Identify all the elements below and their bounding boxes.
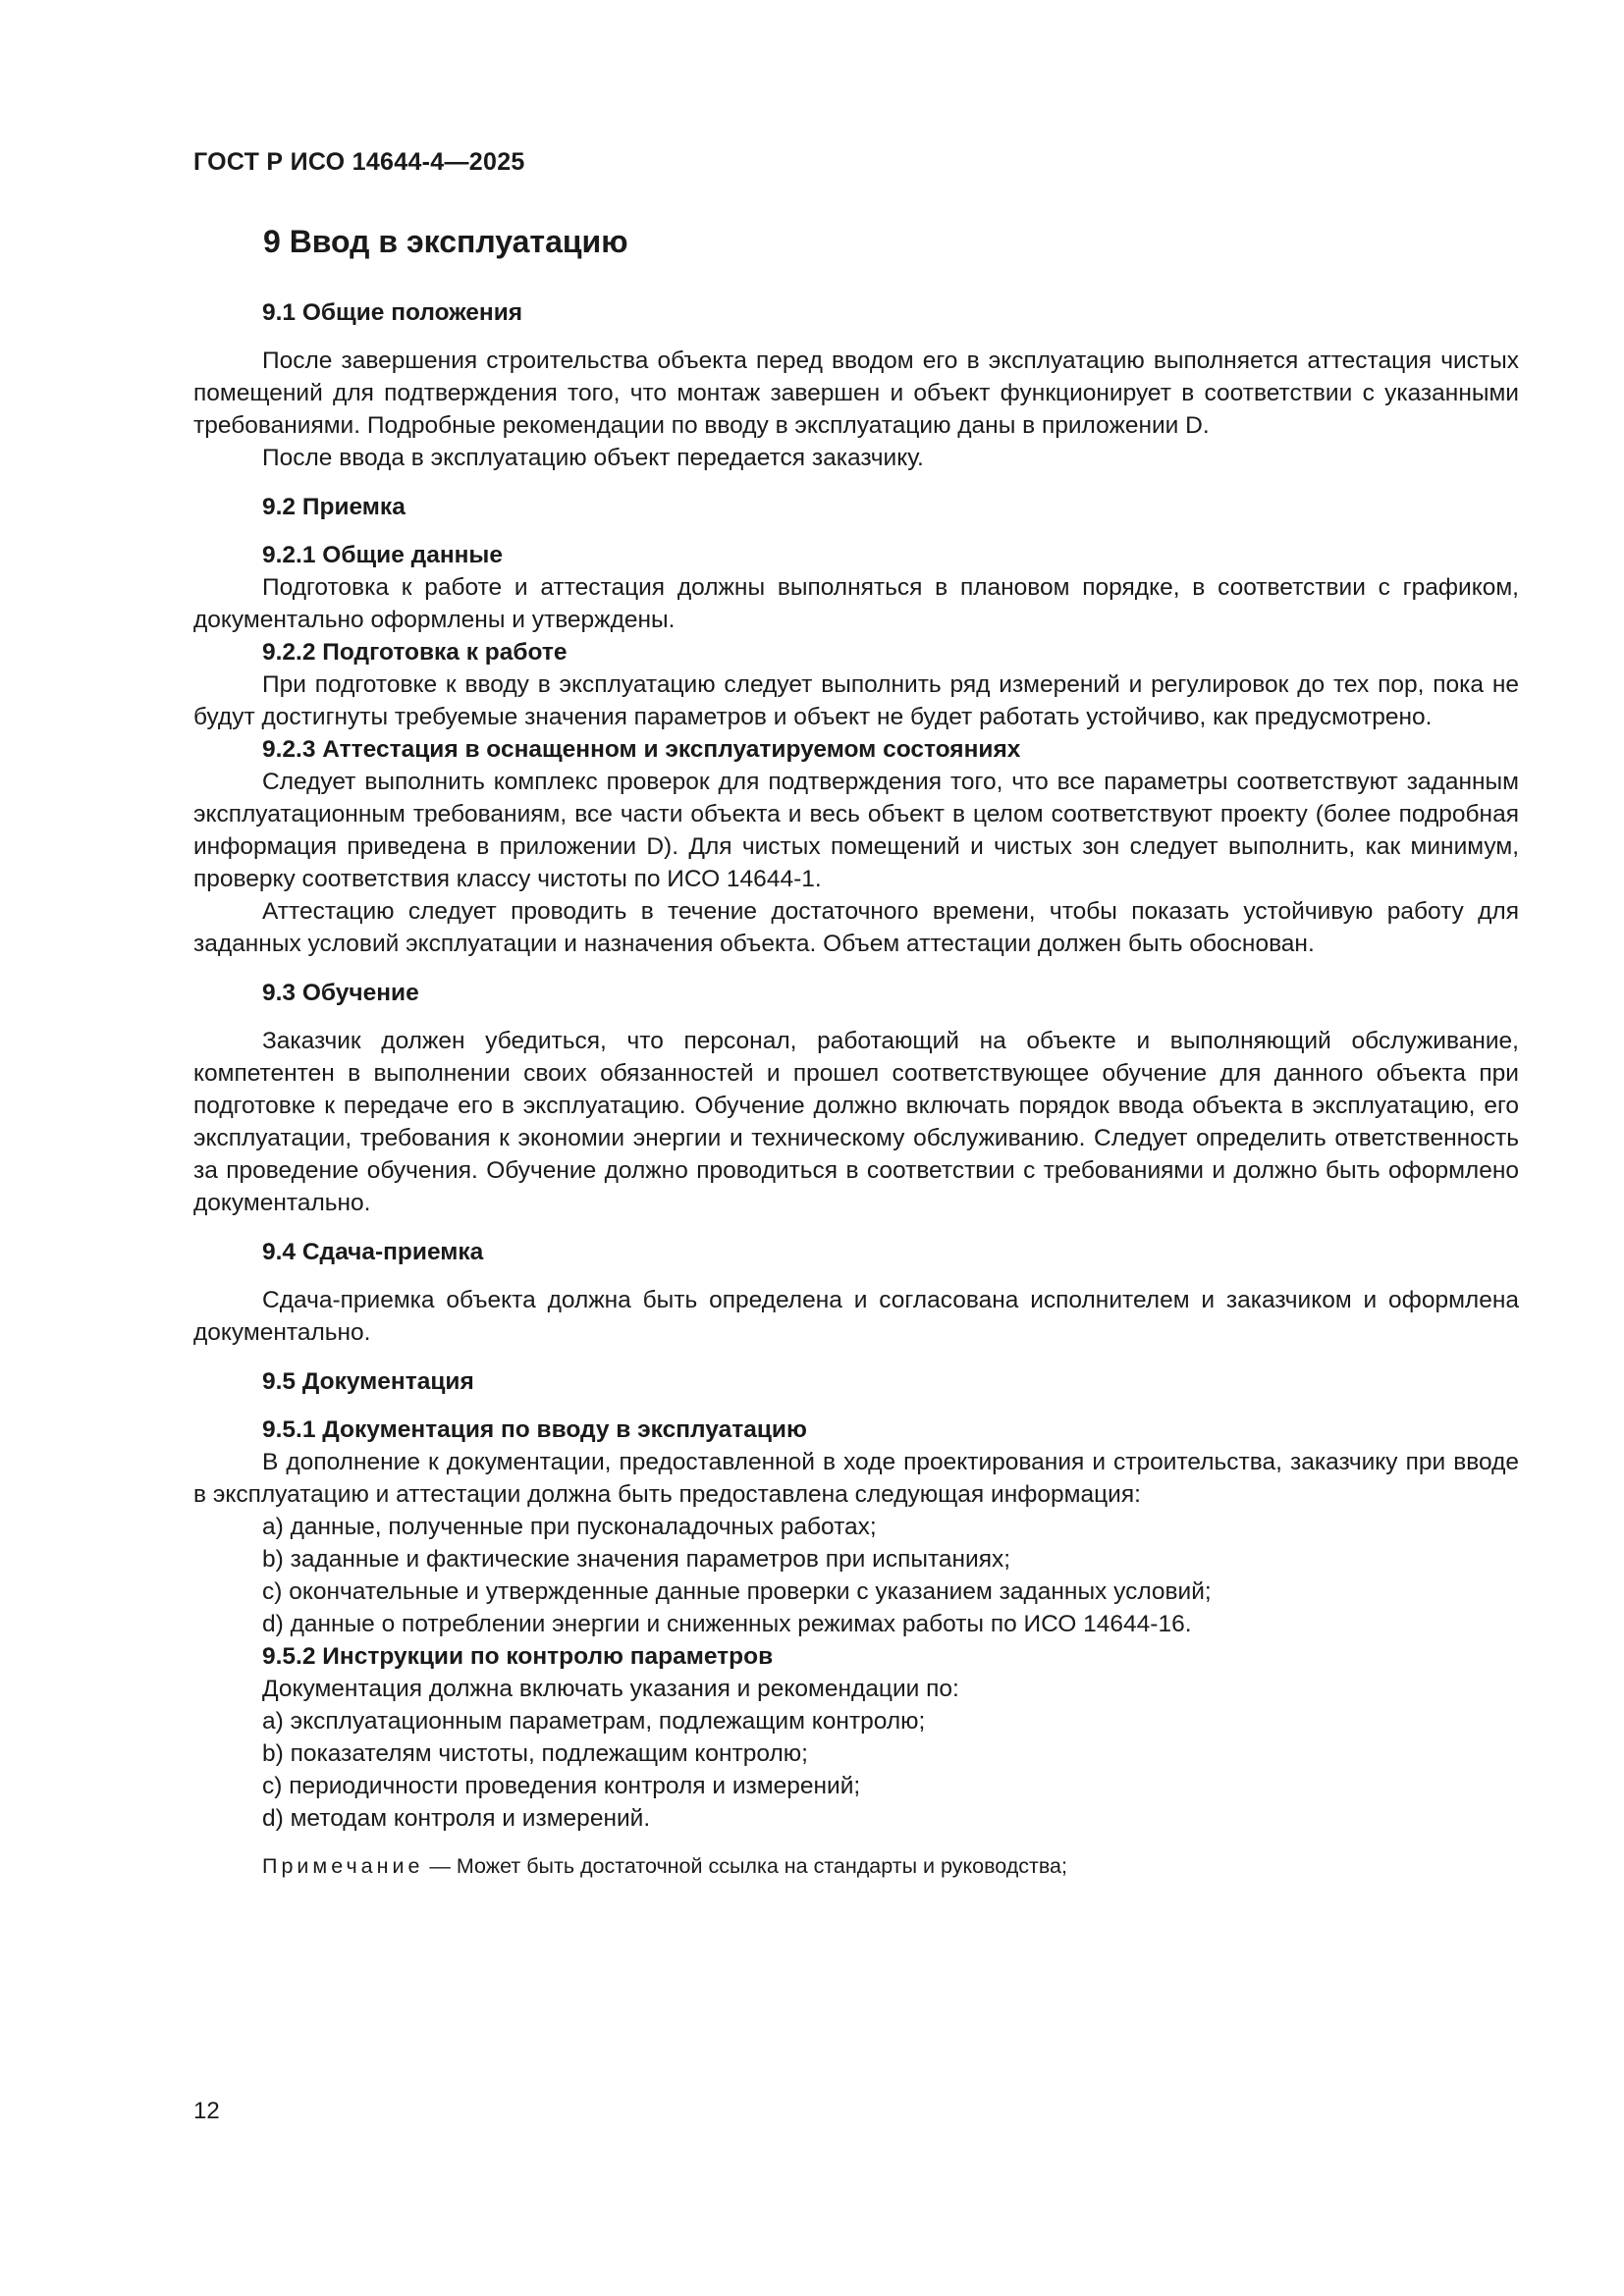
subsection-9-2-3-title: 9.2.3 Аттестация в оснащенном и эксплуатируемом состояниях — [262, 736, 1021, 763]
paragraph: Следует выполнить комплекс проверок для подтверждения того, что все параметры соответствуют заданным эксплуатационным требованиям, все части объекта и весь объект в целом соответствуют проекту (более подробная информация приведена в приложении D). Для чистых помещений и чистых зон следует выполнить, как минимум, проверку соответствия классу чистоты по ИСО 14644-1. — [193, 769, 1519, 892]
list-item: a) эксплуатационным параметрам, подлежащим контролю; — [262, 1708, 926, 1735]
subsection-9-5-title: 9.5 Документация — [262, 1368, 474, 1395]
subsection-9-3-title: 9.3 Обучение — [262, 980, 419, 1006]
paragraph: Аттестацию следует проводить в течение достаточного времени, чтобы показать устойчивую работу для заданных условий эксплуатации и назначения объекта. Объем аттестации должен быть обоснован. — [193, 898, 1519, 957]
list-item: b) заданные и фактические значения параметров при испытаниях; — [262, 1546, 1011, 1573]
subsection-9-2-1-title: 9.2.1 Общие данные — [262, 542, 503, 568]
paragraph: После завершения строительства объекта перед вводом его в эксплуатацию выполняется аттестация чистых помещений для подтверждения того, что монтаж завершен и объект функционирует в соответствии с указанными требованиями. Подробные рекомендации по вводу в эксплуатацию даны в приложении D. — [193, 347, 1519, 439]
section-title: 9 Ввод в эксплуатацию — [263, 224, 628, 259]
subsection-9-2-2-title: 9.2.2 Подготовка к работе — [262, 639, 568, 666]
paragraph: Сдача-приемка объекта должна быть определена и согласована исполнителем и заказчиком и оформлена документально. — [193, 1287, 1519, 1346]
subsection-9-1-title: 9.1 Общие положения — [262, 299, 523, 326]
subsection-9-4-title: 9.4 Сдача-приемка — [262, 1239, 484, 1265]
list-item: d) методам контроля и измерений. — [262, 1805, 651, 1832]
page-number: 12 — [193, 2098, 220, 2124]
paragraph: Подготовка к работе и аттестация должны выполняться в плановом порядке, в соответствии с графиком, документально оформлены и утверждены. — [193, 574, 1519, 633]
list-item: c) окончательные и утвержденные данные проверки с указанием заданных условий; — [262, 1578, 1212, 1605]
note-dash: — — [423, 1854, 457, 1878]
note-label: Примечание — [262, 1854, 424, 1878]
note — [193, 1850, 1519, 1883]
paragraph: В дополнение к документации, предоставленной в ходе проектирования и строительства, заказчику при вводе в эксплуатацию и аттестации должна быть предоставлена следующая информация: — [193, 1449, 1519, 1508]
paragraph: После ввода в эксплуатацию объект передается заказчику. — [262, 445, 924, 471]
paragraph: Документация должна включать указания и рекомендации по: — [262, 1676, 959, 1702]
list-item: a) данные, полученные при пусконаладочных работах; — [262, 1514, 877, 1540]
note-text: Может быть достаточной ссылка на стандарты и руководства; — [456, 1854, 1067, 1878]
subsection-9-5-2-title: 9.5.2 Инструкции по контролю параметров — [262, 1643, 774, 1670]
list-item: b) показателям чистоты, подлежащим контролю; — [262, 1740, 808, 1767]
document-body — [193, 296, 1519, 1883]
document-header: ГОСТ Р ИСО 14644-4—2025 — [193, 148, 525, 176]
list-item: d) данные о потреблении энергии и сниженных режимах работы по ИСО 14644-16. — [262, 1611, 1192, 1637]
paragraph: Заказчик должен убедиться, что персонал, работающий на объекте и выполняющий обслуживание, компетентен в выполнении своих обязанностей и прошел соответствующее обучение для данного объекта при подготовке к передаче его в эксплуатацию. Обучение должно включать порядок ввода объекта в эксплуатацию, его эксплуатации, требования к экономии энергии и техническому обслуживанию. Следует определить ответственность за проведение обучения. Обучение должно проводиться в соответствии с требованиями и должно быть оформлено документально. — [193, 1028, 1519, 1216]
paragraph: При подготовке к вводу в эксплуатацию следует выполнить ряд измерений и регулировок до тех пор, пока не будут достигнуты требуемые значения параметров и объект не будет работать устойчиво, как предусмотрено. — [193, 671, 1519, 730]
subsection-9-5-1-title: 9.5.1 Документация по вводу в эксплуатацию — [262, 1416, 807, 1443]
subsection-9-2-title: 9.2 Приемка — [262, 494, 406, 520]
list-item: c) периодичности проведения контроля и измерений; — [262, 1773, 861, 1799]
